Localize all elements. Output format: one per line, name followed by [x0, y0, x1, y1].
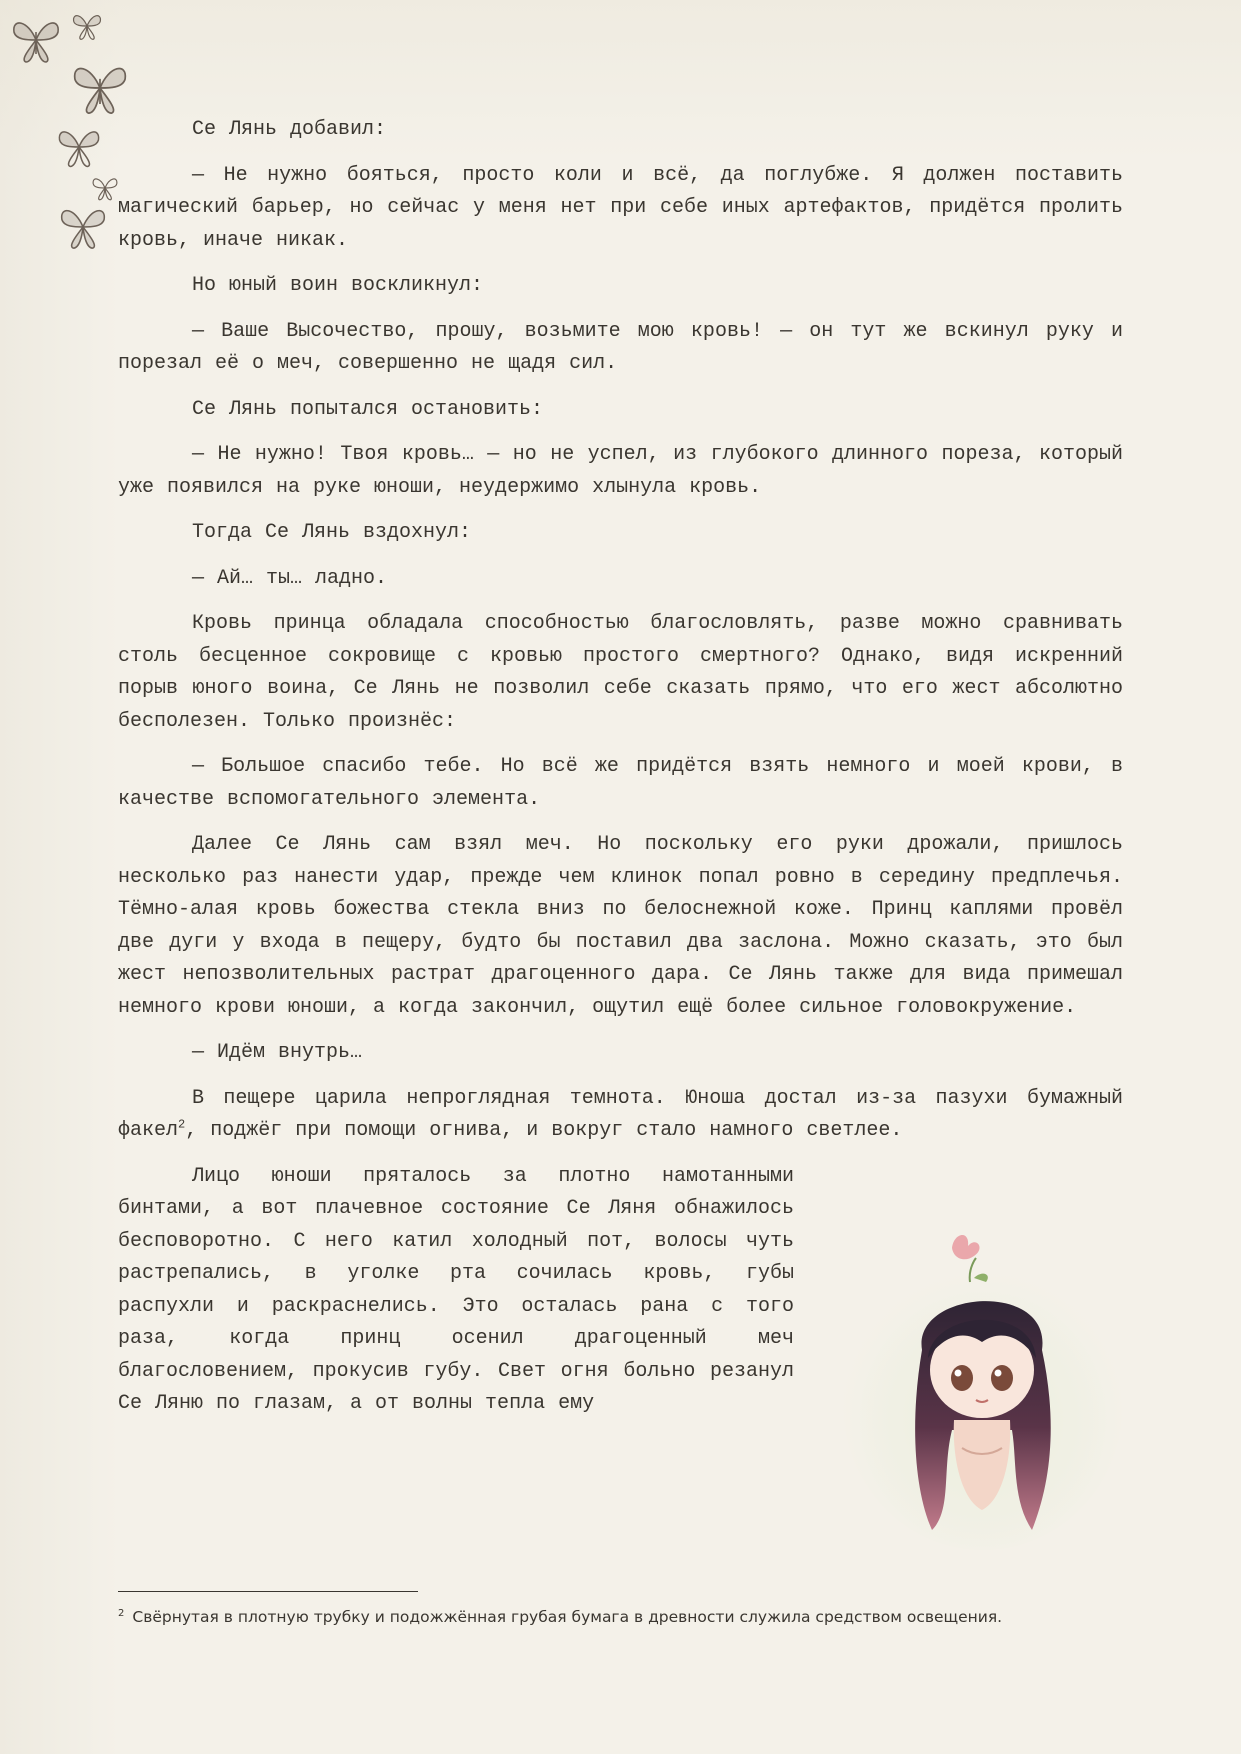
paragraph: — Не нужно! Твоя кровь… — но не успел, из глубокого длинного пореза, который уже появился на руке юноши, неудержимо хлынула кровь. — [118, 443, 1123, 499]
chibi-illustration — [842, 1230, 1124, 1550]
paragraph: — Не нужно бояться, просто коли и всё, да поглубже. Я должен поставить магический барьер, но сейчас у меня нет при себе иных артефактов, придётся пролить кровь, иначе никак. — [118, 163, 1123, 252]
torch-text-after: , поджёг при помощи огнива, и вокруг стало намного светлее. — [185, 1119, 903, 1142]
paragraph-beside-illustration: Лицо юноши пряталось за плотно намотанными бинтами, а вот плачевное состояние Се Ляня обнажилось бесповоротно. С него катил холодный пот, волосы чуть растрепались, в уголке рта сочилась кровь, губы распухли и раскраснелись. Это осталась рана с того раза, когда принц осенил драгоценный меч благословением, прокусив губу. Свет огня больно резанул Се Ляню по глазам, а от волны тепла ему — [118, 1164, 794, 1415]
paragraph: — Большое спасибо тебе. Но всё же придётся взять немного и моей крови, в качестве вспомогательного элемента. — [118, 755, 1123, 811]
butterfly-icon — [54, 124, 104, 170]
paragraph: Тогда Се Лянь вздохнул: — [192, 521, 472, 544]
torch-paragraph — [118, 1083, 1123, 1148]
paragraph: Но юный воин воскликнул: — [192, 274, 484, 297]
butterfly-icon — [56, 202, 110, 252]
paragraph: Се Лянь попытался остановить: — [192, 397, 544, 421]
paragraph: — Ваше Высочество, прошу, возьмите мою кровь! — он тут же вскинул руку и порезал её о меч, совершенно не щадя сил. — [118, 319, 1123, 375]
butterfly-icon — [90, 174, 120, 202]
footnote-separator — [118, 1591, 418, 1592]
paragraph: Далее Се Лянь сам взял меч. Но поскольку его руки дрожали, пришлось несколько раз нанести удар, прежде чем клинок попал ровно в середину предплечья. Тёмно-алая кровь божества стекла вниз по белоснежной коже. Принц каплями провёл две дуги у входа в пещеру, будто бы поставил два заслона. Можно сказать, это был жест непозволительных растрат драгоценного дара. Се Лянь также для вида примешал немного крови юноши, а когда закончил, ощутил ещё более сильное головокружение. — [118, 833, 1123, 1019]
paragraph: Се Лянь добавил: — [192, 118, 387, 141]
butterfly-icon — [70, 10, 104, 42]
footnote-reference[interactable]: 2 — [178, 1117, 186, 1132]
footnote-number: 2 — [118, 1607, 125, 1619]
paragraph: — Ай… ты… ладно. — [192, 566, 388, 590]
footnote — [118, 1606, 1118, 1628]
butterfly-icon — [8, 14, 64, 66]
paragraph: Кровь принца обладала способностью благословлять, разве можно сравнивать столь бесценное сокровище с кровью простого смертного? Однако, видя искренний порыв юного воина, Се Лянь не позволил себе сказать прямо, что его жест абсолютно бесполезен. Только произнёс: — [118, 612, 1123, 733]
butterfly-icon — [68, 58, 132, 118]
footnote-text: Свёрнутая в плотную трубку и подожжённая грубая бумага в древности служила средством освещения. — [132, 1608, 1003, 1626]
paragraph: — Идём внутрь… — [192, 1041, 363, 1064]
torch-text-before: В пещере царила непроглядная темнота. Юноша достал из-за пазухи бумажный факел — [118, 1086, 1123, 1142]
